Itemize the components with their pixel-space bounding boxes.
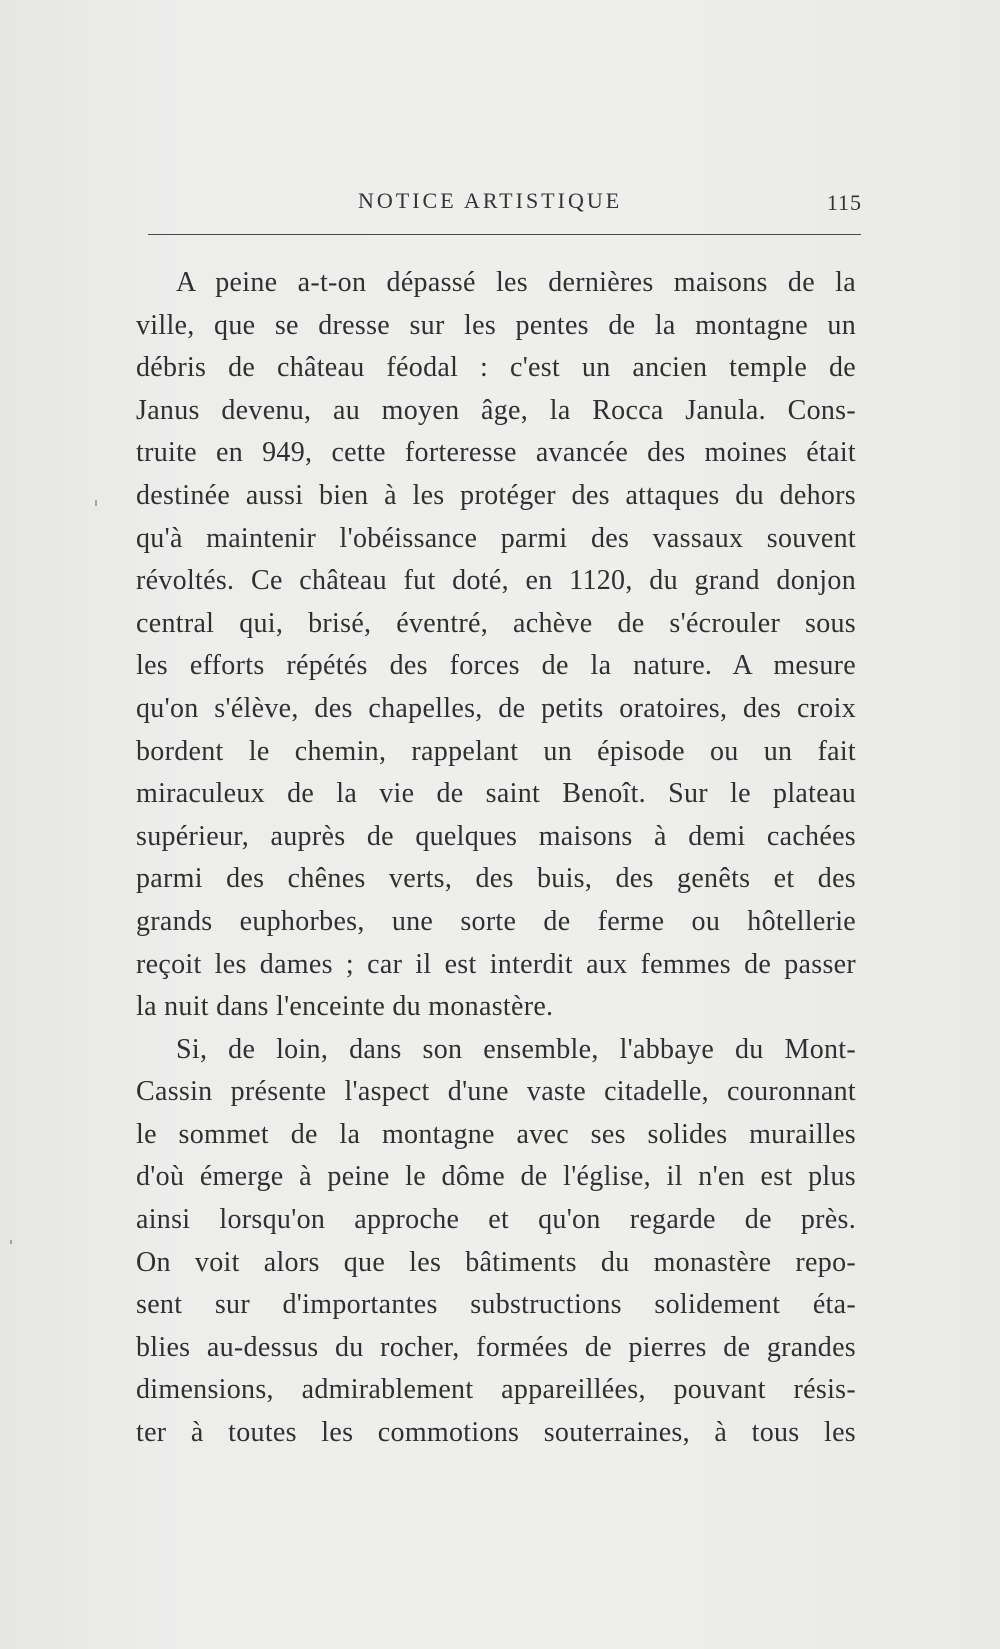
text-line: ainsi lorsqu'on approche et qu'on regarde de près. <box>136 1204 856 1236</box>
text-line: révoltés. Ce château fut doté, en 1120, du grand donjon <box>136 565 856 597</box>
text-line: qu'à maintenir l'obéissance parmi des vassaux souvent <box>136 522 856 554</box>
text-line: Janus devenu, au moyen âge, la Rocca Janula. Cons- <box>136 394 856 426</box>
text-line: grands euphorbes, une sorte de ferme ou hôtellerie <box>136 905 856 937</box>
text-line: Si, de loin, dans son ensemble, l'abbaye du Mont- <box>176 1033 856 1065</box>
text-line: qu'on s'élève, des chapelles, de petits oratoires, des croix <box>136 692 856 724</box>
text-line: bordent le chemin, rappelant un épisode ou un fait <box>136 735 856 767</box>
text-line: reçoit les dames ; car il est interdit aux femmes de passer <box>136 948 856 980</box>
text-line: ville, que se dresse sur les pentes de la montagne un <box>136 309 856 341</box>
text-line: central qui, brisé, éventré, achève de s'écrouler sous <box>136 607 856 639</box>
text-line: d'où émerge à peine le dôme de l'église, il n'en est plus <box>136 1161 856 1193</box>
text-line: truite en 949, cette forteresse avancée des moines était <box>136 437 856 469</box>
body-text <box>136 262 856 1455</box>
text-line: sent sur d'importantes substructions solidement éta- <box>136 1289 856 1321</box>
text-line: débris de château féodal : c'est un ancien temple de <box>136 352 856 384</box>
text-line: les efforts répétés des forces de la nature. A mesure <box>136 650 856 682</box>
page-number: 115 <box>826 190 862 215</box>
text-line: parmi des chênes verts, des buis, des genêts et des <box>136 863 856 895</box>
text-line: On voit alors que les bâtiments du monastère repo- <box>136 1246 856 1278</box>
text-line: supérieur, auprès de quelques maisons à demi cachées <box>136 820 856 852</box>
text-line: A peine a-t-on dépassé les dernières maisons de la <box>176 267 856 298</box>
paper-speck <box>95 500 97 506</box>
text-line: la nuit dans l'enceinte du monastère. <box>136 991 554 1023</box>
text-line: blies au-dessus du rocher, formées de pierres de grandes <box>136 1331 856 1363</box>
text-line: ter à toutes les commotions souterraines, à tous les <box>136 1417 856 1449</box>
page-header <box>140 188 862 222</box>
text-line: le sommet de la montagne avec ses solides murailles <box>136 1118 856 1150</box>
text-line: miraculeux de la vie de saint Benoît. Sur le plateau <box>136 778 856 810</box>
paper-speck <box>10 1240 12 1244</box>
header-rule <box>148 234 861 235</box>
text-line: destinée aussi bien à les protéger des attaques du dehors <box>136 479 856 511</box>
text-line: dimensions, admirablement appareillées, pouvant résis- <box>136 1374 856 1406</box>
running-title: NOTICE ARTISTIQUE <box>358 188 623 213</box>
text-line: Cassin présente l'aspect d'une vaste citadelle, couronnant <box>136 1076 856 1108</box>
